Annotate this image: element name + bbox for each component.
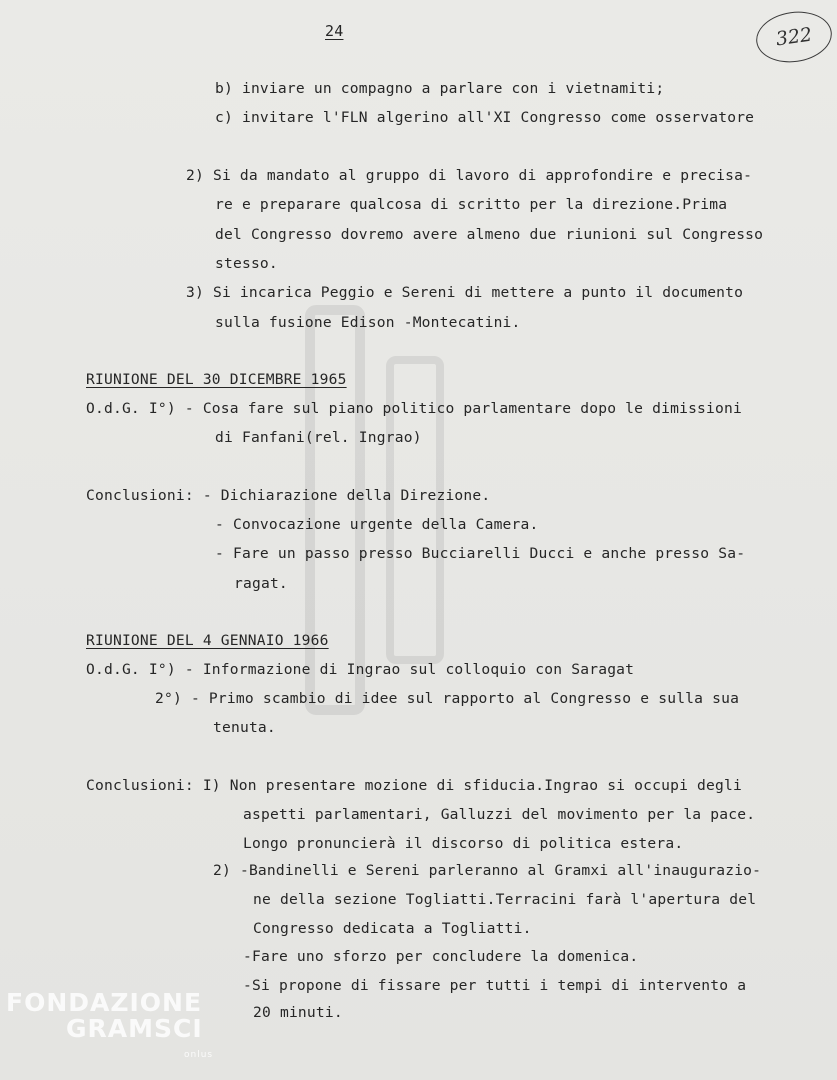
conclusion-line: - Fare un passo presso Bucciarelli Ducci e anche presso Sa- — [215, 545, 746, 562]
point-2-line: del Congresso dovremo avere almeno due riunioni sul Congresso — [215, 226, 764, 243]
agenda-line: di Fanfani(rel. Ingrao) — [215, 429, 422, 446]
conclusion-line: ne della sezione Togliatti.Terracini farà l'apertura del — [253, 891, 757, 908]
point-2-line: stesso. — [215, 255, 278, 272]
conclusion-line: 2) -Bandinelli e Sereni parleranno al Gramxi all'inaugurazio- — [213, 862, 762, 879]
agenda-line: O.d.G. I°) - Cosa fare sul piano politico parlamentare dopo le dimissioni — [86, 400, 742, 417]
conclusion-line: aspetti parlamentari, Galluzzi del movimento per la pace. — [243, 806, 756, 823]
point-3-line: 3) Si incarica Peggio e Sereni di mettere a punto il documento — [186, 284, 744, 301]
point-3-line: sulla fusione Edison -Montecatini. — [215, 314, 521, 331]
point-2-line: re e preparare qualcosa di scritto per la direzione.Prima — [215, 196, 728, 213]
meeting-heading-1966: RIUNIONE DEL 4 GENNAIO 1966 — [86, 632, 329, 649]
archive-number-stamp — [753, 7, 835, 67]
conclusion-line: Conclusioni: I) Non presentare mozione di sfiducia.Ingrao si occupi degli — [86, 777, 742, 794]
conclusion-line: -Si propone di fissare per tutti i tempi di intervento a — [243, 977, 747, 994]
background-watermark — [300, 300, 460, 720]
conclusion-line: Conclusioni: - Dichiarazione della Direzione. — [86, 487, 491, 504]
conclusion-line: - Convocazione urgente della Camera. — [215, 516, 539, 533]
archive-number: 322 — [774, 23, 814, 51]
agenda-line: tenuta. — [213, 719, 276, 736]
logo-line: onlus — [184, 1050, 214, 1060]
item-b: b) inviare un compagno a parlare con i vietnamiti; — [215, 80, 665, 97]
fondazione-gramsci-logo — [6, 988, 214, 1060]
item-c: c) invitare l'FLN algerino all'XI Congresso come osservatore — [215, 109, 755, 126]
page-number: 24 — [325, 22, 344, 40]
meeting-heading-1965: RIUNIONE DEL 30 DICEMBRE 1965 — [86, 371, 347, 388]
logo-line: GRAMSCI — [66, 1014, 203, 1043]
point-2-line: 2) Si da mandato al gruppo di lavoro di approfondire e precisa- — [186, 167, 753, 184]
conclusion-line: Longo pronuncierà il discorso di politica estera. — [243, 835, 684, 852]
logo-line: FONDAZIONE — [6, 988, 203, 1017]
conclusion-line: ragat. — [234, 575, 288, 592]
agenda-line: O.d.G. I°) - Informazione di Ingrao sul colloquio con Saragat — [86, 661, 635, 678]
conclusion-line: -Fare uno sforzo per concludere la domenica. — [243, 948, 639, 965]
conclusion-line: 20 minuti. — [253, 1004, 343, 1021]
agenda-line: 2°) - Primo scambio di idee sul rapporto al Congresso e sulla sua — [155, 690, 740, 707]
conclusion-line: Congresso dedicata a Togliatti. — [253, 920, 532, 937]
